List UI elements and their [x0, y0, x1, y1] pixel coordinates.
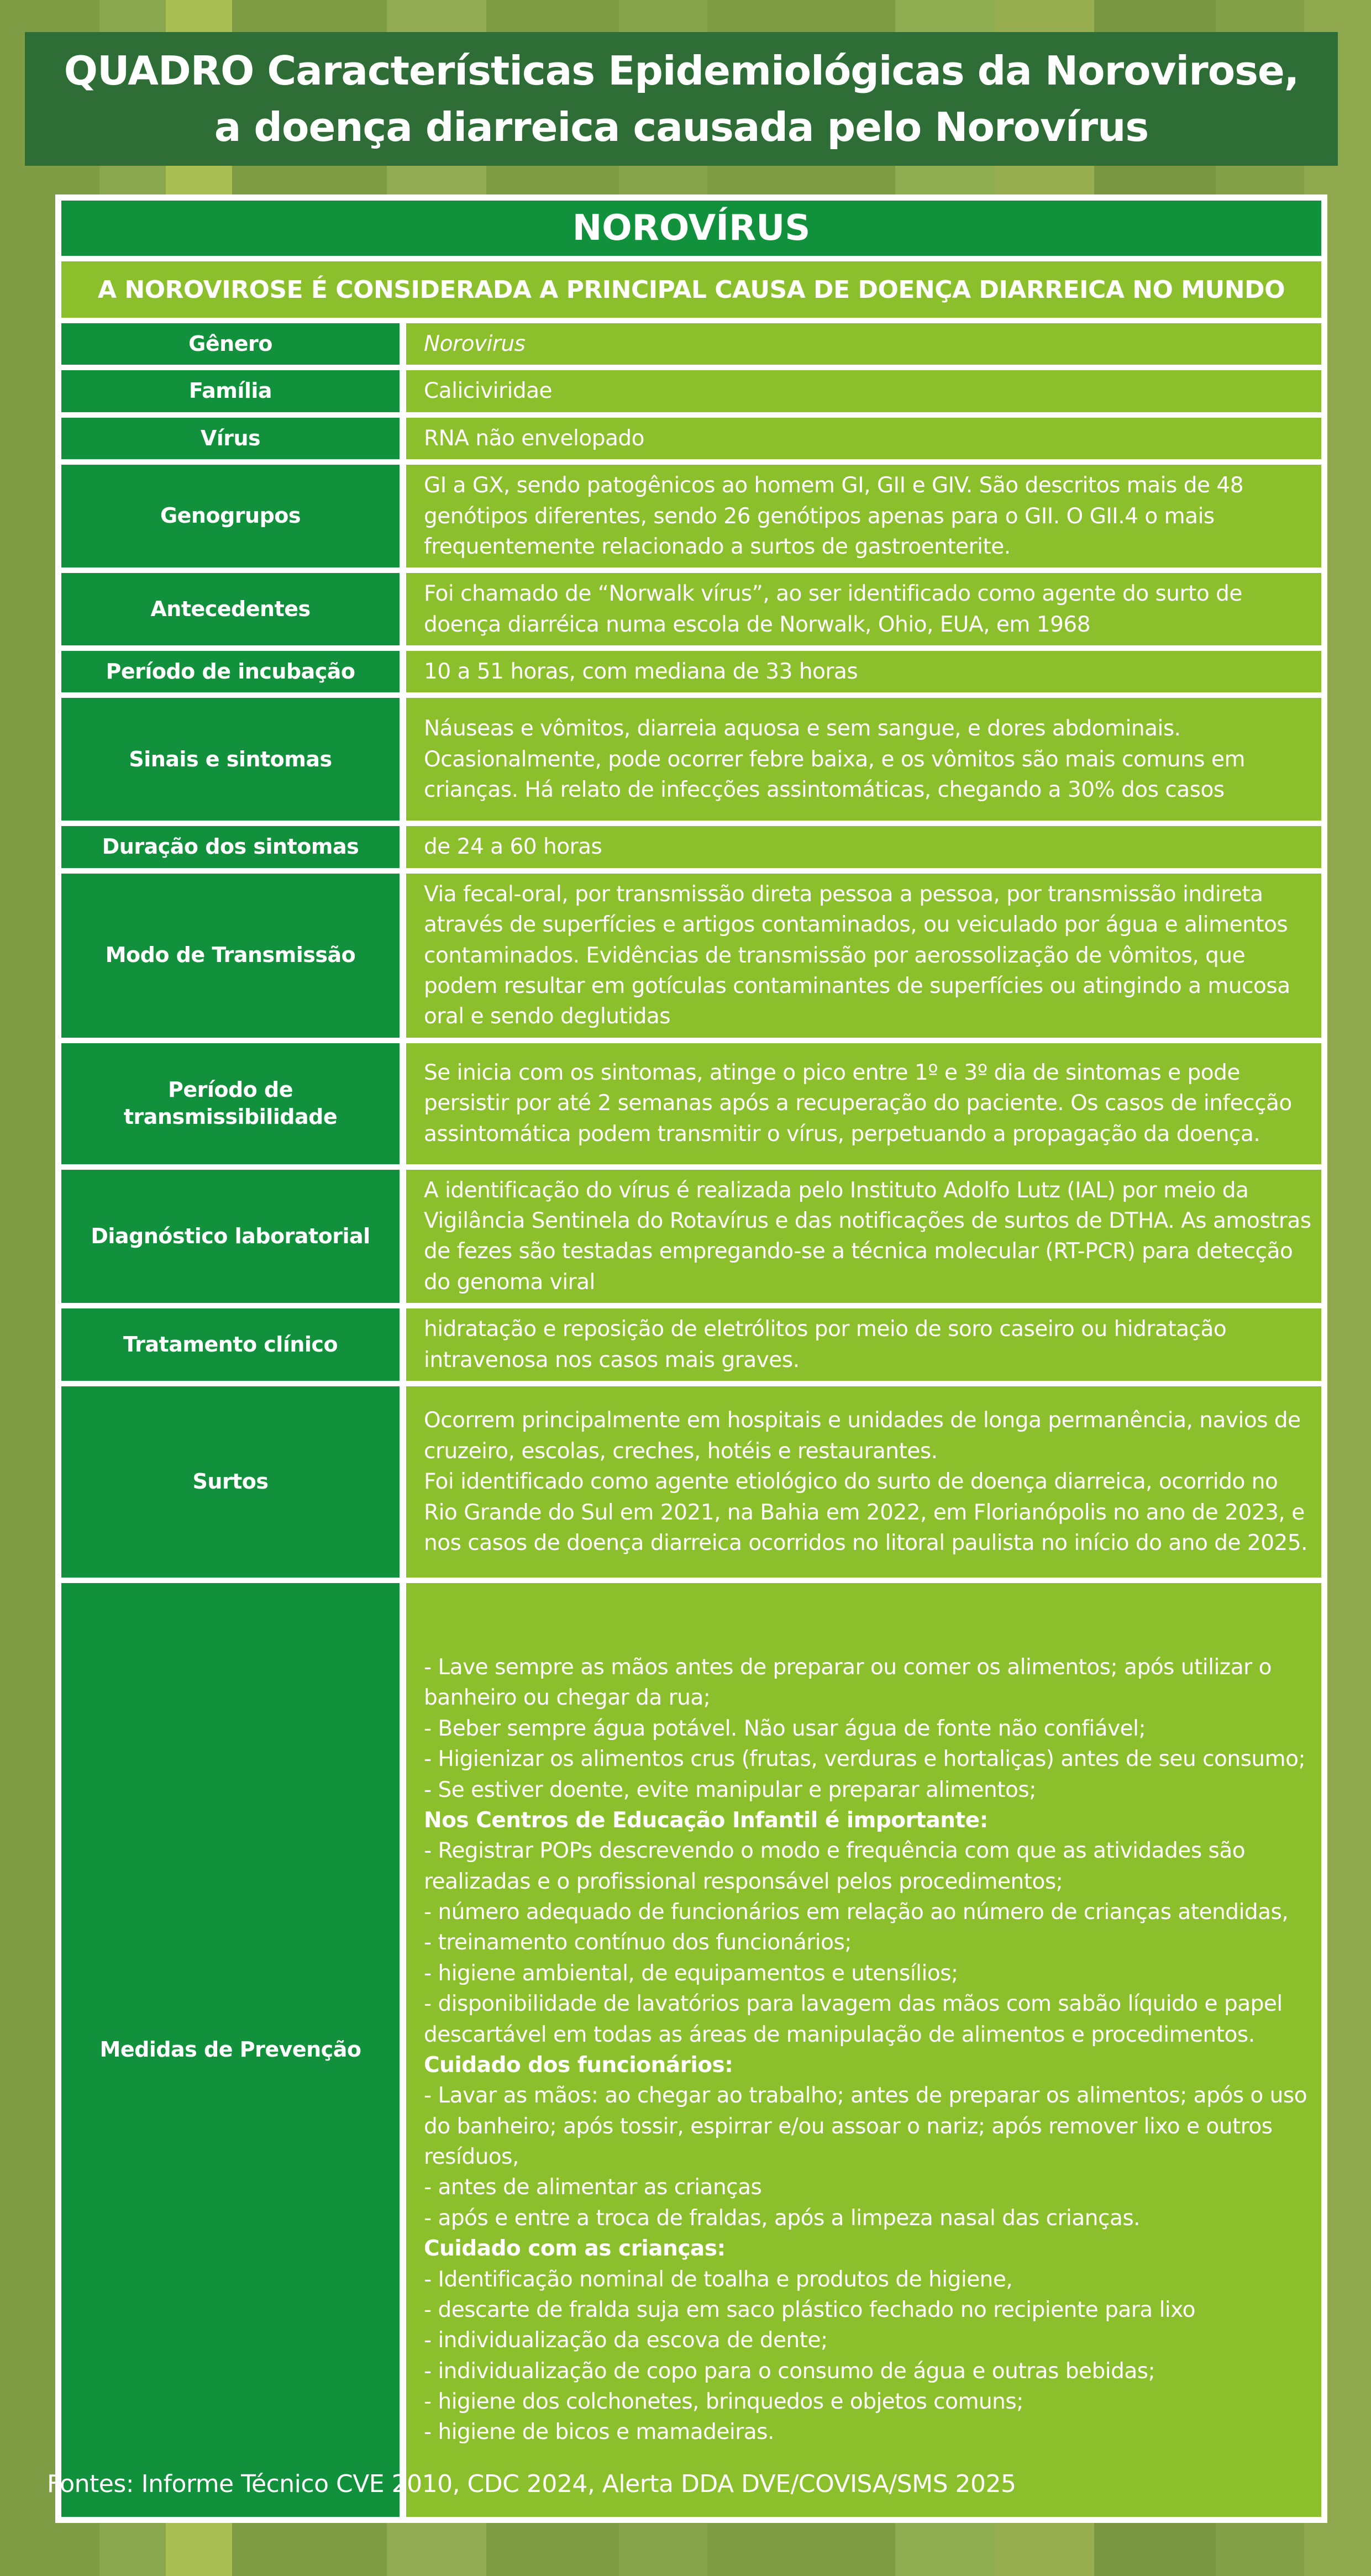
row-value	[406, 1170, 1321, 1303]
value-line: - higiene ambiental, de equipamentos e utensílios;	[424, 1960, 958, 1986]
table-row	[61, 573, 1321, 645]
value-line: GI a GX, sendo patogênicos ao homem GI, GII e GIV. São descritos mais de 48 genótipos diferentes, sendo 26 genótipos apenas para o GII. O GII.4 o mais frequentemente relacionado a surtos de gastroenterite.	[424, 473, 1244, 559]
row-label: Surtos	[61, 1386, 400, 1578]
table-row	[61, 1170, 1321, 1303]
value-line: Norovirus	[424, 332, 526, 356]
table-row	[61, 1308, 1321, 1381]
value-line: - disponibilidade de lavatórios para lavagem das mãos com sabão líquido e papel descartável em todas as áreas de manipulação de alimentos e procedimentos.	[424, 1991, 1283, 2047]
value-line: - individualização de copo para o consumo de água e outras bebidas;	[424, 2358, 1155, 2384]
value-line: RNA não envelopado	[424, 425, 644, 451]
value-line: Nos Centros de Educação Infantil é importante:	[424, 1807, 988, 1833]
table-row	[61, 323, 1321, 365]
norovirus-table	[55, 194, 1327, 2523]
value-line: Cuidado com as crianças:	[424, 2236, 726, 2262]
row-label: Modo de Transmissão	[61, 874, 400, 1038]
row-label: Genogrupos	[61, 465, 400, 567]
value-line: - Beber sempre água potável. Não usar água de fonte não confiável;	[424, 1716, 1146, 1741]
row-value	[406, 698, 1321, 821]
row-label: Família	[61, 370, 400, 412]
value-line: - antes de alimentar as crianças	[424, 2175, 762, 2200]
value-line: - Lavar as mãos: ao chegar ao trabalho; antes de preparar os alimentos; após o uso do banheiro; após tossir, espirrar e/ou assoar o nariz; após remover lixo e outros resíduos,	[424, 2083, 1307, 2169]
table-row	[61, 1043, 1321, 1164]
row-value	[406, 323, 1321, 365]
value-line: 10 a 51 horas, com mediana de 33 horas	[424, 659, 858, 684]
row-value	[406, 465, 1321, 567]
row-value	[406, 370, 1321, 412]
sources-note: Fontes: Informe Técnico CVE 2010, CDC 2024, Alerta DDA DVE/COVISA/SMS 2025	[47, 2470, 1016, 2498]
row-value	[406, 651, 1321, 692]
table-header: NOROVÍRUS	[61, 201, 1321, 256]
value-line: - após e entre a troca de fraldas, após a limpeza nasal das crianças.	[424, 2205, 1141, 2231]
value-line: - higiene dos colchonetes, brinquedos e objetos comuns;	[424, 2389, 1023, 2414]
row-label: Duração dos sintomas	[61, 826, 400, 868]
table-row	[61, 826, 1321, 868]
row-label: Período de transmissibilidade	[61, 1043, 400, 1164]
table-row	[61, 874, 1321, 1038]
value-line: Via fecal-oral, por transmissão direta pessoa a pessoa, por transmissão indireta através de superfícies e artigos contaminados, ou veiculado por água e alimentos contaminados. Evidências de transmissão por aerossolização de vômitos, que podem resultar em gotículas contaminantes de superfícies ou atingindo a mucosa oral e sendo deglutidas	[424, 881, 1290, 1029]
row-label: Antecedentes	[61, 573, 400, 645]
value-line: - número adequado de funcionários em relação ao número de crianças atendidas,	[424, 1900, 1289, 1925]
row-label: Gênero	[61, 323, 400, 365]
table-row	[61, 651, 1321, 692]
value-line: Cuidado dos funcionários:	[424, 2052, 733, 2078]
table-subheader: A NOROVIROSE É CONSIDERADA A PRINCIPAL CAUSA DE DOENÇA DIARREICA NO MUNDO	[61, 261, 1321, 318]
value-line: - Registrar POPs descrevendo o modo e frequência com que as atividades são realizadas e o profissional responsável pelos procedimentos;	[424, 1838, 1246, 1894]
row-label: Vírus	[61, 418, 400, 459]
row-value	[406, 1043, 1321, 1164]
value-line: - higiene de bicos e mamadeiras.	[424, 2420, 774, 2445]
row-label: Medidas de Prevenção	[61, 1583, 400, 2517]
row-value	[406, 1386, 1321, 1578]
table-rows	[61, 323, 1321, 2517]
value-line: hidratação e reposição de eletrólitos por meio de soro caseiro ou hidratação intravenosa nos casos mais graves.	[424, 1317, 1227, 1373]
value-line: A identificação do vírus é realizada pelo Instituto Adolfo Lutz (IAL) por meio da Vigilância Sentinela do Rotavírus e das notificações de surtos de DTHA. As amostras de fezes são testadas empregando-se a técnica molecular (RT-PCR) para detecção do genoma viral	[424, 1177, 1311, 1295]
value-line: Caliciviridae	[424, 378, 553, 404]
value-line: - Se estiver doente, evite manipular e preparar alimentos;	[424, 1777, 1036, 1802]
table-row	[61, 418, 1321, 459]
table-row	[61, 465, 1321, 567]
table-row	[61, 370, 1321, 412]
value-line: Ocorrem principalmente em hospitais e unidades de longa permanência, navios de cruzeiro, escolas, creches, hotéis e restaurantes.	[424, 1408, 1301, 1464]
row-value	[406, 826, 1321, 868]
value-line: - descarte de fralda suja em saco plástico fechado no recipiente para lixo	[424, 2297, 1196, 2322]
value-line: - individualização da escova de dente;	[424, 2328, 828, 2353]
row-label: Período de incubação	[61, 651, 400, 692]
table-row	[61, 698, 1321, 821]
row-label: Diagnóstico laboratorial	[61, 1170, 400, 1303]
row-value	[406, 1583, 1321, 2517]
table-row	[61, 1386, 1321, 1578]
row-label: Sinais e sintomas	[61, 698, 400, 821]
row-value	[406, 874, 1321, 1038]
value-line: Foi chamado de “Norwalk vírus”, ao ser identificado como agente do surto de doença diarréica numa escola de Norwalk, Ohio, EUA, em 1968	[424, 581, 1242, 637]
value-line: - Lave sempre as mãos antes de preparar ou comer os alimentos; após utilizar o banheiro ou chegar da rua;	[424, 1655, 1272, 1711]
table-row	[61, 1583, 1321, 2517]
value-line: Náuseas e vômitos, diarreia aquosa e sem sangue, e dores abdominais. Ocasionalmente, pode ocorrer febre baixa, e os vômitos são mais comuns em crianças. Há relato de infecções assintomáticas, chegando a 30% dos casos	[424, 716, 1245, 803]
value-line: de 24 a 60 horas	[424, 834, 602, 860]
page-title: QUADRO Características Epidemiológicas da Norovirose, a doença diarreica causada pelo Norovírus	[25, 32, 1338, 166]
value-line: - treinamento contínuo dos funcionários;	[424, 1930, 852, 1955]
row-label: Tratamento clínico	[61, 1308, 400, 1381]
row-value	[406, 1308, 1321, 1381]
value-line: - Identificação nominal de toalha e produtos de higiene,	[424, 2267, 1013, 2292]
value-line: - Higienizar os alimentos crus (frutas, verduras e hortaliças) antes de seu consumo;	[424, 1747, 1306, 1772]
row-value	[406, 418, 1321, 459]
value-line: Foi identificado como agente etiológico do surto de doença diarreica, ocorrido no Rio Grande do Sul em 2021, na Bahia em 2022, em Florianópolis no ano de 2023, e nos casos de doença diarreica ocorridos no litoral paulista no início do ano de 2025.	[424, 1469, 1308, 1555]
row-value	[406, 573, 1321, 645]
value-line: Se inicia com os sintomas, atinge o pico entre 1º e 3º dia de sintomas e pode persistir por até 2 semanas após a recuperação do paciente. Os casos de infecção assintomática podem transmitir o vírus, perpetuando a propagação da doença.	[424, 1060, 1292, 1147]
